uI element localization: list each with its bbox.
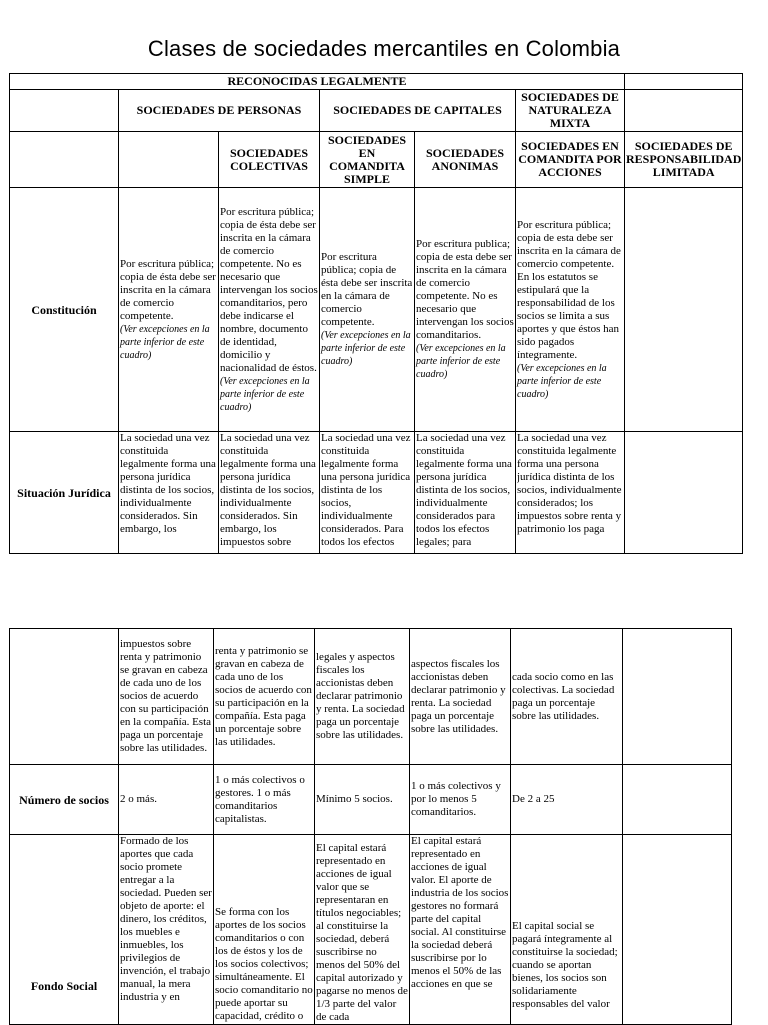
cell-situacion-1: La sociedad una vez constituida legalmente forma una persona jurídica distinta de los socios, individualmente considerados. Sin embargo, los	[119, 432, 219, 554]
header-col-limitada: SOCIEDADES DE RESPONSABILIDAD LIMITADA	[625, 132, 743, 188]
cell-fondo-1: Formado de los aportes que cada socio promete entregar a la sociedad. Pueden ser objeto de aporte: el dinero, los créditos, los muebles e inmuebles, los privilegios de invención, el trabajo manual, la mera industria y en	[119, 835, 214, 1025]
header-group-capital: SOCIEDADES DE CAPITALES	[320, 90, 516, 132]
row-socios	[10, 765, 732, 835]
cell-fondo-3: El capital estará representado en acciones de igual valor que se representaran en títulos negociables; al constituirse la sociedad, deberá suscribirse no menos del 50% del capital autorizado y pagarse no menos de 1/3 parte del valor de cada	[315, 835, 410, 1025]
cell-socios-2: 1 o más colectivos o gestores. 1 o más comanditarios capitalistas.	[214, 765, 315, 835]
row-situacion-continued	[10, 629, 732, 765]
row-fondo	[10, 835, 732, 1025]
header-group-mixed: SOCIEDADES DE NATURALEZA MIXTA	[516, 90, 625, 132]
header-row-types	[10, 132, 743, 188]
cell-fondo-4: El capital estará representado en acciones de igual valor. El aporte de industria de los socios gestores no formará parte del capital social. Al constituirse la sociedad deberá suscribirse por lo menos el 50% de las acciones en que se	[410, 835, 511, 1025]
header-col-comandita-acciones: SOCIEDADES EN COMANDITA POR ACCIONES	[516, 132, 625, 188]
cell-socios-5: De 2 a 25	[511, 765, 623, 835]
cell-fondo-2: Se forma con los aportes de los socios comanditarios o con los de éstos y los de los socios colectivos; simultáneamente. El socio comanditario no puede aportar su capacidad, crédito o	[214, 835, 315, 1025]
header-group-persons: SOCIEDADES DE PERSONAS	[119, 90, 320, 132]
cell-situacion-cont-5: cada socio como en las colectivas. La sociedad paga un porcentaje sobre las utilidades.	[511, 629, 623, 765]
cell-situacion-cont-1: impuestos sobre renta y patrimonio se gravan en cabeza de cada uno de los socios de acuerdo con su participación en la compañía. Esta paga un porcentaje sobre las utilidades.	[119, 629, 214, 765]
companies-table-part-2	[9, 628, 732, 1025]
row-label-constitucion: Constitución	[10, 188, 119, 432]
cell-situacion-2: La sociedad una vez constituida legalmente forma una persona jurídica distinta de los socios, individualmente considerados. Sin embargo, los impuestos sobre	[219, 432, 320, 554]
header-empty-persons	[119, 132, 219, 188]
cell-constitucion-3: Por escritura pública; copia de ésta debe ser inscrita en la cámara de comercio competente. (Ver excepciones en la parte inferior de este cuadro)	[320, 188, 415, 432]
cell-situacion-3: La sociedad una vez constituida legalmente forma una persona jurídica distinta de los socios, individualmente considerados. Para todos los efectos	[320, 432, 415, 554]
cell-situacion-cont-4: aspectos fiscales los accionistas deben declarar patrimonio y renta. La sociedad paga un porcentaje sobre las utilidades.	[410, 629, 511, 765]
cell-constitucion-2: Por escritura pública; copia de ésta debe ser inscrita en la cámara de comercio competente. No es necesario que intervengan los socios comanditarios, pero debe indicarse el nombre, documento de identidad, domicilio y nacionalidad de éstos. (Ver excepciones en la parte inferior de este cuadro)	[219, 188, 320, 432]
cell-situacion-5: La sociedad una vez constituida legalmente forma una persona jurídica distinta de los socios, individualmente considerados; los impuestos sobre renta y patrimonio los paga	[516, 432, 625, 554]
header-recognized: RECONOCIDAS LEGALMENTE	[10, 74, 625, 90]
row-label-situacion: Situación Jurídica	[10, 432, 119, 554]
row-situacion	[10, 432, 743, 554]
header-col-colectivas: SOCIEDADES COLECTIVAS	[219, 132, 320, 188]
cell-constitucion-4: Por escritura publica; copia de esta debe ser inscrita en la cámara de comercio competente. No es necesario que intervengan los socios comanditarios. (Ver excepciones en la parte inferior de este cuadro)	[415, 188, 516, 432]
row-label-situacion-continued	[10, 629, 119, 765]
document-title: Clases de sociedades mercantiles en Colombia	[147, 36, 621, 61]
cell-socios-6	[623, 765, 732, 835]
companies-table-part-1	[9, 73, 743, 554]
row-label-fondo: Fondo Social	[10, 835, 119, 1025]
cell-fondo-5: El capital social se pagará íntegramente al constituirse la sociedad; cuando se aportan bienes, los socios son solidariamente responsables del valor	[511, 835, 623, 1025]
cell-constitucion-5: Por escritura pública; copia de esta debe ser inscrita en la cámara de comercio competente. En los estatutos se estipulará que la responsabilidad de los socios se limita a sus aportes y que éstos han sido pagados íntegramente. (Ver excepciones en la parte inferior de este cuadro)	[516, 188, 625, 432]
header-col-comandita-simple: SOCIEDADES EN COMANDITA SIMPLE	[320, 132, 415, 188]
row-constitucion	[10, 188, 743, 432]
header-row-recognized	[10, 74, 743, 90]
header-row-groups	[10, 90, 743, 132]
cell-situacion-cont-3: legales y aspectos fiscales los accionistas deben declarar patrimonio y renta. La sociedad paga un porcentaje sobre las utilidades.	[315, 629, 410, 765]
header-corner	[10, 90, 119, 132]
header-corner-2	[10, 132, 119, 188]
cell-situacion-4: La sociedad una vez constituida legalmente forma una persona jurídica distinta de los socios, individualmente considerados para todos los efectos legales; para	[415, 432, 516, 554]
cell-socios-3: Mínimo 5 socios.	[315, 765, 410, 835]
cell-socios-4: 1 o más colectivos y por lo menos 5 comanditarios.	[410, 765, 511, 835]
row-label-socios: Número de socios	[10, 765, 119, 835]
cell-situacion-cont-6	[623, 629, 732, 765]
header-col-anonimas: SOCIEDADES ANONIMAS	[415, 132, 516, 188]
cell-situacion-cont-2: renta y patrimonio se gravan en cabeza de cada uno de los socios de acuerdo con su participación en la compañía. Esta paga un porcentaje sobre las utilidades.	[214, 629, 315, 765]
cell-constitucion-1: Por escritura pública; copia de ésta debe ser inscrita en la cámara de comercio competente. (Ver excepciones en la parte inferior de este cuadro)	[119, 188, 219, 432]
cell-socios-1: 2 o más.	[119, 765, 214, 835]
cell-fondo-6	[623, 835, 732, 1025]
